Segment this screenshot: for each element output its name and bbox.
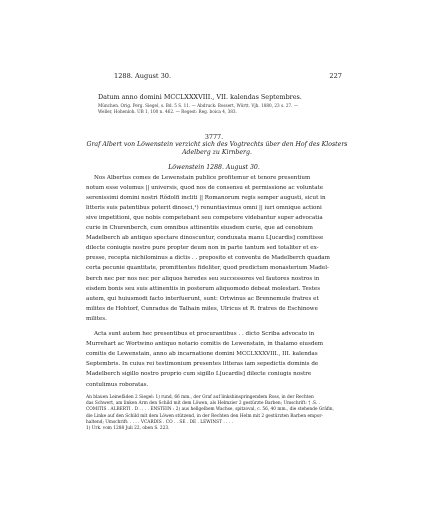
source-line: Weller, Hohenloh. UB 1, 100 n. 462. — Regest: Reg. boica 4, 383.	[98, 109, 237, 114]
footnote-line: haltend; Umschrift: . . . . VCARDIS . CO . . SE . DE . LEWINST . . . .	[86, 419, 233, 425]
footnote-line: COMITIS . ALBERTI . D . . . . ENSTEIN : 2) aus hellgelbem Wachse, spitzoval, c. 56, 40 mm., die stehende Gräfin,	[86, 407, 334, 413]
footnote-line: An blauen Leinefäden 2 Siegel: 1) rund, 66 mm., der Graf auf linkshinspringendem Ross, in der Rechten	[86, 395, 314, 400]
body-line: dilecte coniugis nostre pure propter deum non in parte tantum sed totaliter et ex-	[86, 245, 319, 252]
body-line: Nos Albertus comes de Lewenstain publice profitemur et tenore presentium	[94, 175, 311, 181]
body-line: milites.	[86, 315, 107, 322]
body-line: contulimus roboratas.	[86, 381, 149, 388]
footnote-line: 1) Urk. vom 1288 Juli 22, oben S. 223.	[86, 426, 170, 431]
body-line: presse, recepta nichilominus a dictis . . preposito et conventu de Madelberch quadam	[86, 255, 330, 262]
title-line: Adelberg zu Kirnberg.	[182, 148, 252, 156]
body-line: Madelberch ab antiquo spectare dinoscuntur, conduxata manu L[ucardis] comitisse	[86, 235, 324, 242]
body-line: curie in Churenberch, cum omnibus attinentiis eiusdem curie, que ad cenobium	[86, 225, 313, 232]
body-line: serenissimi domini nostri Rŏdolfi incliti || Romanorum regis semper augusti, sicut in	[86, 195, 326, 202]
title-line: Graf Albert von Löwenstein verzicht sich des Vogtrechts über den Hof des Klosters	[86, 141, 348, 148]
footnote-line: die Linke auf den Schild mit dem Löwen stützend, in der Rechten den Helm mit 2 gestürzten Barben empor-	[86, 413, 323, 419]
body-line: litteris suis patentibus poterit dinosci,¹) renuntiavimus omni || iuri omnique actioni	[86, 205, 322, 212]
body-line: comitis de Lewenstain, anno ab incarnatione domini MCCLXXXVIII., III. kalendas	[86, 351, 318, 358]
header-date: 1288. August 30.	[114, 72, 172, 80]
source-line: München. Orig. Perg. Siegel, s. Bd. 5 S. 11. — Abdruck: Bossert, Württ. Vjh. 1880, 23 s. 27. —	[98, 103, 299, 108]
body-line: milites de Hohtorf, Cunradus de Talhain miles, Ulricus et R. fratres de Eschinowe	[86, 305, 318, 312]
body-line: autem, qui huiusmodi facto interfuerunt, sunt: Ortwinus ac Brennemule fratres et	[86, 295, 319, 302]
footnote-line: das Schwert, am linken Arm den Schild mit dem Löwen, als Helmzier 2 gestürzte Barben; Umschrift: † .S. .	[86, 401, 320, 407]
body-line: Acta sunt autem hec presentibus et procurantibus . . dicto Scriba advocato in	[94, 331, 315, 337]
body-line: certa pecunie quantitate, promittentes fideliter, quod predictum monasterium Madel-	[86, 265, 329, 272]
place-date: Löwenstein 1288. August 30.	[168, 164, 260, 171]
body-line: sive impetitioni, que nobis competebant seu competere videbantur super advocatia	[86, 215, 323, 222]
body-line: Murrehart ac Wortwino antiquo notario comitis de Lewenstain, in thalamo eiusdem	[86, 341, 324, 348]
body-line: berch nec per nos nec per aliquos heredes seu successores vel fautores nostros in	[86, 275, 320, 282]
body-line: Madelberch sigillo nostro proprio cum sigillo L[ucardis] dilecte coniugis nostre	[86, 371, 312, 378]
datum-line: Datum anno domini MCCLXXXVIII., VII. kalendas Septembres.	[98, 93, 302, 101]
document-number: 3777.	[204, 133, 224, 141]
body-line: eisdem bonis seu suis attinentiis in posterum aliquomodo debeat molestari. Testes	[86, 285, 321, 292]
body-line: Septembris. In cuius rei testimonium presentes litteras iam sepedictis dominis de	[86, 361, 319, 368]
page-number: 227	[329, 72, 342, 80]
body-line: notum esse volumus || universis, quod nos de consensu et permissione ac voluntate	[86, 185, 324, 192]
